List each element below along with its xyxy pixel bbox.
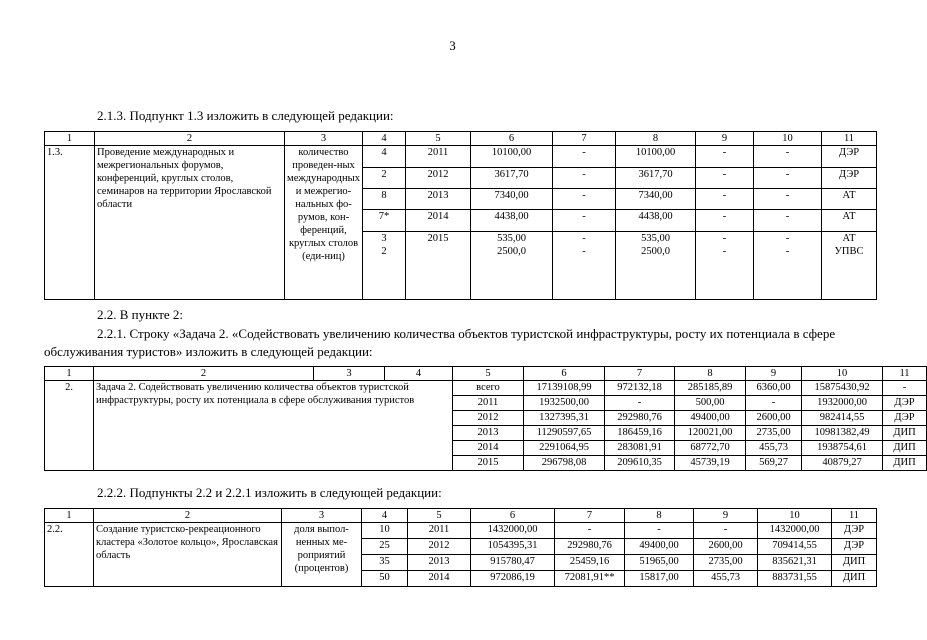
cell: 2014 — [408, 571, 471, 587]
cell: - - — [553, 232, 616, 300]
cell: 2015 — [406, 232, 471, 300]
cell: ДЭР — [832, 539, 877, 555]
cell: 209610,35 — [605, 456, 675, 471]
header-cell: 8 — [625, 509, 694, 523]
cell: 2600,00 — [746, 411, 802, 426]
cell: 883731,55 — [758, 571, 832, 587]
cell: ДЭР — [832, 523, 877, 539]
section-2-2-1-heading: 2.2.1. Строку «Задача 2. «Содействовать увеличению количества объектов туристской инфраструктуры, росту их потенциала в сфере обслуживания туристов» изложить в следующей редакции: — [44, 326, 836, 359]
cell: 982414,55 — [802, 411, 883, 426]
cell: - — [553, 146, 616, 168]
header-cell: 2 — [94, 367, 314, 381]
cell: - — [625, 523, 694, 539]
cell: 186459,16 — [605, 426, 675, 441]
cell: 2012 — [406, 168, 471, 189]
cell: 296798,08 — [524, 456, 605, 471]
cell: 1054395,31 — [471, 539, 555, 555]
cell: 292980,76 — [605, 411, 675, 426]
cell: 2013 — [408, 555, 471, 571]
header-cell: 4 — [362, 509, 408, 523]
cell: - — [696, 168, 754, 189]
cell: 535,00 2500,0 — [471, 232, 553, 300]
cell: 10100,00 — [471, 146, 553, 168]
header-cell: 9 — [694, 509, 758, 523]
cell: 2015 — [453, 456, 524, 471]
indicator-name: доля выпол-ненных ме-роприятий (процентов) — [282, 523, 362, 587]
cell: 292980,76 — [555, 539, 625, 555]
cell: АТ — [822, 189, 877, 210]
header-cell: 5 — [408, 509, 471, 523]
cell: - - — [754, 232, 822, 300]
header-cell: 6 — [471, 509, 555, 523]
cell: 1938754,61 — [802, 441, 883, 456]
cell: 4438,00 — [616, 210, 696, 232]
cell: 40879,27 — [802, 456, 883, 471]
cell: 35 — [362, 555, 408, 571]
cell: - — [553, 210, 616, 232]
page-number: 3 — [449, 38, 456, 53]
header-cell: 11 — [822, 132, 877, 146]
cell: - — [605, 396, 675, 411]
header-cell: 6 — [524, 367, 605, 381]
row-number: 1.3. — [45, 146, 95, 300]
cell: 455,73 — [694, 571, 758, 587]
cell: 2014 — [406, 210, 471, 232]
header-cell: 5 — [406, 132, 471, 146]
section-2-1-3-heading: 2.1.3. Подпункт 1.3 изложить в следующей редакции: — [97, 108, 394, 123]
header-cell: 1 — [45, 509, 94, 523]
header-cell: 6 — [471, 132, 553, 146]
cell: 709414,55 — [758, 539, 832, 555]
cell: - — [754, 210, 822, 232]
header-cell: 8 — [675, 367, 746, 381]
cell: ДИП — [883, 456, 927, 471]
table-header-row — [45, 509, 877, 523]
header-cell: 3 — [282, 509, 362, 523]
cell: 49400,00 — [675, 411, 746, 426]
cell: 835621,31 — [758, 555, 832, 571]
cell: 3617,70 — [471, 168, 553, 189]
cell: 972086,19 — [471, 571, 555, 587]
header-cell: 9 — [696, 132, 754, 146]
table-row — [45, 381, 927, 396]
table-header-row — [45, 132, 877, 146]
row-number: 2. — [45, 381, 94, 471]
cell: - — [555, 523, 625, 539]
cell: 72081,91** — [555, 571, 625, 587]
header-cell: 5 — [453, 367, 524, 381]
cell: 1932000,00 — [802, 396, 883, 411]
cell: - - — [696, 232, 754, 300]
cell: 2011 — [453, 396, 524, 411]
cell: ДИП — [832, 571, 877, 587]
section-2-2-2-heading: 2.2.2. Подпункты 2.2 и 2.2.1 изложить в следующей редакции: — [97, 485, 442, 500]
task-name: Задача 2. Содействовать увеличению количества объектов туристской инфраструктуры, росту их потенциала в сфере обслуживания туристов — [94, 381, 453, 471]
cell: 10 — [362, 523, 408, 539]
header-cell: 4 — [363, 132, 406, 146]
cell: 2012 — [453, 411, 524, 426]
cell: 2735,00 — [694, 555, 758, 571]
cell: 10981382,49 — [802, 426, 883, 441]
header-cell: 8 — [616, 132, 696, 146]
row-number: 2.2. — [45, 523, 94, 587]
cell: - — [696, 189, 754, 210]
cell: ДИП — [883, 441, 927, 456]
cell: - — [696, 210, 754, 232]
header-cell: 7 — [605, 367, 675, 381]
measure-name: Создание туристско-рекреационного кластера «Золотое кольцо», Ярославская область — [94, 523, 282, 587]
cell: 2291064,95 — [524, 441, 605, 456]
cell: 2011 — [408, 523, 471, 539]
table-row — [45, 146, 877, 168]
cell: 11290597,65 — [524, 426, 605, 441]
table-subpoints-2-2 — [44, 508, 877, 587]
measure-name: Проведение международных и межрегиональных форумов, конференций, круглых столов, семинаров на территории Ярославской области — [95, 146, 285, 300]
cell: 1432000,00 — [758, 523, 832, 539]
cell: 4 — [363, 146, 406, 168]
cell: 51965,00 — [625, 555, 694, 571]
header-cell: 2 — [94, 509, 282, 523]
cell: ДЭР — [883, 396, 927, 411]
cell: 2735,00 — [746, 426, 802, 441]
cell: - — [883, 381, 927, 396]
header-cell: 4 — [385, 367, 453, 381]
indicator-name: количество проведен-ных международных и межрегио-нальных фо-румов, кон-ференций, круглых столов (еди-ниц) — [285, 146, 363, 300]
cell: 50 — [362, 571, 408, 587]
cell: 7* — [363, 210, 406, 232]
header-cell: 9 — [746, 367, 802, 381]
cell: 1932500,00 — [524, 396, 605, 411]
cell: 535,00 2500,0 — [616, 232, 696, 300]
cell: 15875430,92 — [802, 381, 883, 396]
cell: 455,73 — [746, 441, 802, 456]
cell: 7340,00 — [471, 189, 553, 210]
cell: 2011 — [406, 146, 471, 168]
header-cell: 7 — [555, 509, 625, 523]
header-cell: 10 — [758, 509, 832, 523]
header-cell: 11 — [883, 367, 927, 381]
cell: ДЭР — [822, 146, 877, 168]
cell: 2013 — [453, 426, 524, 441]
cell: 17139108,99 — [524, 381, 605, 396]
cell: 1432000,00 — [471, 523, 555, 539]
cell: 1327395,31 — [524, 411, 605, 426]
cell: АТ — [822, 210, 877, 232]
header-cell: 11 — [832, 509, 877, 523]
cell: - — [553, 189, 616, 210]
table-task-2 — [44, 366, 927, 471]
cell: - — [553, 168, 616, 189]
header-cell: 2 — [95, 132, 285, 146]
cell: ДЭР — [822, 168, 877, 189]
cell: 2014 — [453, 441, 524, 456]
cell: ДЭР — [883, 411, 927, 426]
cell: - — [694, 523, 758, 539]
cell: 3 2 — [363, 232, 406, 300]
cell: 49400,00 — [625, 539, 694, 555]
cell: 2600,00 — [694, 539, 758, 555]
cell: 972132,18 — [605, 381, 675, 396]
header-cell: 1 — [45, 367, 94, 381]
cell: ДИП — [883, 426, 927, 441]
cell: 500,00 — [675, 396, 746, 411]
cell: - — [754, 146, 822, 168]
cell: 45739,19 — [675, 456, 746, 471]
cell: ДИП — [832, 555, 877, 571]
cell: - — [696, 146, 754, 168]
cell: 8 — [363, 189, 406, 210]
cell: 283081,91 — [605, 441, 675, 456]
cell: - — [746, 396, 802, 411]
cell: 6360,00 — [746, 381, 802, 396]
header-cell: 10 — [754, 132, 822, 146]
cell: 25 — [362, 539, 408, 555]
header-cell: 7 — [553, 132, 616, 146]
cell: 2013 — [406, 189, 471, 210]
cell: 2 — [363, 168, 406, 189]
cell: - — [754, 189, 822, 210]
cell: 15817,00 — [625, 571, 694, 587]
section-2-2-heading: 2.2. В пункте 2: — [97, 307, 184, 322]
cell: 120021,00 — [675, 426, 746, 441]
cell: 2012 — [408, 539, 471, 555]
header-cell: 3 — [314, 367, 385, 381]
cell: 4438,00 — [471, 210, 553, 232]
table-header-row — [45, 367, 927, 381]
cell: 569,27 — [746, 456, 802, 471]
cell: - — [754, 168, 822, 189]
table-subpoint-1-3 — [44, 131, 877, 300]
cell: 285185,89 — [675, 381, 746, 396]
cell: 10100,00 — [616, 146, 696, 168]
cell: 3617,70 — [616, 168, 696, 189]
cell: 68772,70 — [675, 441, 746, 456]
cell: 7340,00 — [616, 189, 696, 210]
header-cell: 3 — [285, 132, 363, 146]
cell: АТ УПВС — [822, 232, 877, 300]
table-row — [45, 523, 877, 539]
header-cell: 1 — [45, 132, 95, 146]
cell: 25459,16 — [555, 555, 625, 571]
cell: 915780,47 — [471, 555, 555, 571]
cell: всего — [453, 381, 524, 396]
header-cell: 10 — [802, 367, 883, 381]
